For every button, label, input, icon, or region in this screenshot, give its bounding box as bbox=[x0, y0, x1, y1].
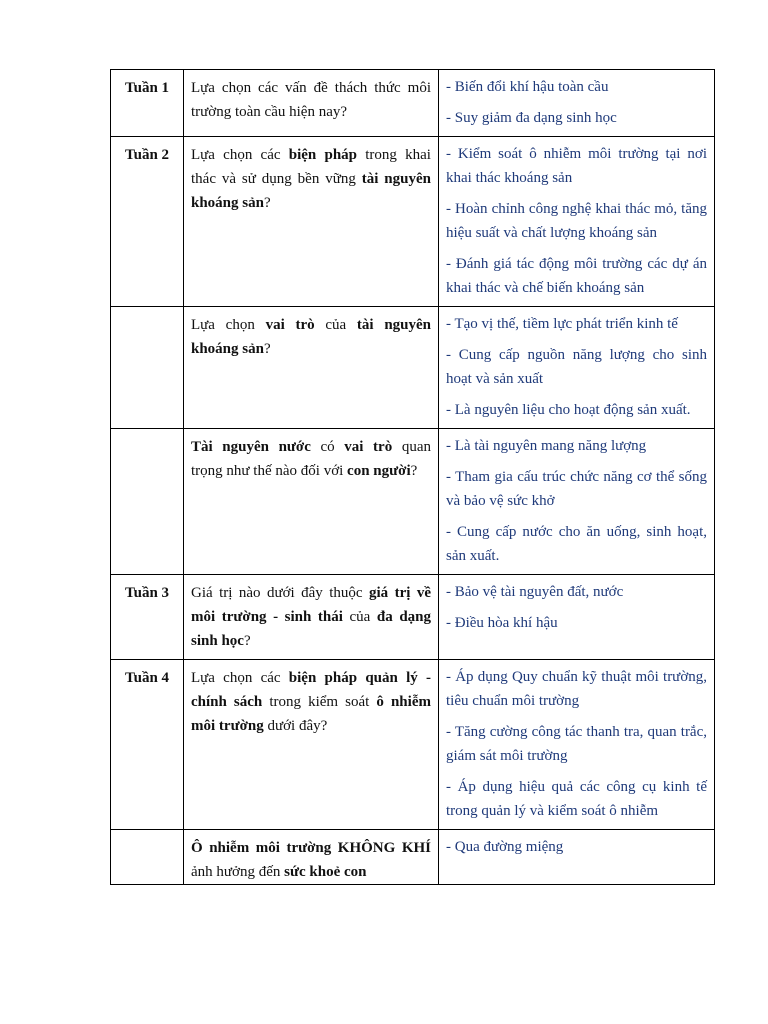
week-cell: Tuần 3 bbox=[111, 575, 184, 660]
question-cell bbox=[184, 137, 439, 307]
answer-option: - Tạo vị thế, tiềm lực phát triển kinh tế bbox=[446, 316, 678, 332]
question-text: Lựa chọn các bbox=[191, 670, 289, 686]
question-bold-text: ô nhiễm môi trường bbox=[191, 694, 431, 734]
answer-option: - Tham gia cấu trúc chức năng cơ thể sống và bảo vệ sức khở bbox=[446, 469, 707, 509]
answer-option: - Đánh giá tác động môi trường các dự án khai thác và chế biến khoáng sản bbox=[446, 256, 707, 296]
question-text: Giá trị nào dưới đây thuộc bbox=[191, 585, 369, 601]
table-row bbox=[111, 429, 715, 575]
answer-option: - Bảo vệ tài nguyên đất, nước bbox=[446, 584, 624, 600]
question-text: quan trọng như thế nào đối với bbox=[191, 439, 431, 479]
week-cell: Tuần 1 bbox=[111, 70, 184, 137]
answer-option: - Là tài nguyên mang năng lượng bbox=[446, 438, 647, 454]
answer-option: - Qua đường miệng bbox=[446, 839, 564, 855]
answer-cell bbox=[439, 137, 715, 307]
question-bold-text: tài nguyên khoáng sản bbox=[191, 171, 431, 211]
table-row bbox=[111, 660, 715, 830]
question-cell bbox=[184, 307, 439, 429]
question-bold-text: quản lý - chính sách bbox=[191, 670, 431, 710]
answer-cell bbox=[439, 830, 715, 885]
table-row bbox=[111, 830, 715, 885]
question-text: Lựa chọn các bbox=[191, 147, 289, 163]
question-bold-text: vai trò bbox=[344, 439, 393, 455]
week-cell: Tuần 2 bbox=[111, 137, 184, 307]
answer-option: - Cung cấp nguồn năng lượng cho sinh hoạt và sản xuất bbox=[446, 347, 707, 387]
question-bold-text: tài nguyên khoáng sản bbox=[191, 317, 431, 357]
answer-option: - Áp dụng Quy chuẩn kỹ thuật môi trường, tiêu chuẩn môi trường bbox=[446, 669, 707, 709]
answer-option: - Suy giảm đa dạng sinh học bbox=[446, 110, 617, 126]
question-text: trong kiểm soát bbox=[262, 694, 377, 710]
question-bold-text: biện pháp bbox=[288, 147, 358, 163]
answer-option: - Biến đổi khí hậu toàn cầu bbox=[446, 79, 609, 95]
question-text: ? bbox=[410, 463, 418, 479]
table-row bbox=[111, 575, 715, 660]
answer-cell bbox=[439, 575, 715, 660]
week-cell bbox=[111, 429, 184, 575]
week-cell: Tuần 4 bbox=[111, 660, 184, 830]
question-text: ? bbox=[243, 633, 251, 649]
question-cell bbox=[184, 660, 439, 830]
table-row bbox=[111, 70, 715, 137]
quiz-table bbox=[110, 69, 715, 885]
question-bold-text: giá trị về môi trường - sinh thái bbox=[191, 585, 432, 625]
table-row bbox=[111, 307, 715, 429]
question-text: dưới đây? bbox=[263, 718, 328, 734]
week-cell bbox=[111, 830, 184, 885]
question-bold-text: vai trò bbox=[265, 317, 315, 333]
question-text: có bbox=[310, 439, 345, 455]
answer-cell bbox=[439, 429, 715, 575]
question-cell bbox=[184, 429, 439, 575]
answer-option: - Kiểm soát ô nhiễm môi trường tại nơi khai thác khoáng sản bbox=[446, 146, 707, 186]
answer-cell bbox=[439, 307, 715, 429]
question-cell bbox=[184, 830, 439, 885]
question-bold-text: con người bbox=[347, 463, 411, 479]
answer-option: - Là nguyên liệu cho hoạt động sản xuất. bbox=[446, 402, 691, 418]
question-text: ? bbox=[263, 195, 271, 211]
question-text: của bbox=[314, 317, 357, 333]
answer-cell bbox=[439, 660, 715, 830]
answer-option: - Hoàn chỉnh công nghệ khai thác mỏ, tăng hiệu suất và chất lượng khoáng sản bbox=[446, 201, 707, 241]
question-bold-text: đa dạng sinh học bbox=[191, 609, 432, 649]
answer-option: - Điều hòa khí hậu bbox=[446, 615, 558, 631]
question-cell bbox=[184, 575, 439, 660]
question-text: Lựa chọn bbox=[191, 317, 266, 333]
question-bold-text: biện pháp bbox=[288, 670, 358, 686]
question-text: Lựa chọn các vấn đề thách thức môi trường toàn cầu hiện nay? bbox=[191, 80, 431, 120]
question-text: ảnh hưởng đến bbox=[191, 864, 285, 880]
question-cell bbox=[184, 70, 439, 137]
answer-cell bbox=[439, 70, 715, 137]
quiz-table-body bbox=[111, 70, 715, 885]
answer-option: - Áp dụng hiệu quả các công cụ kinh tế trong quản lý và kiểm soát ô nhiễm bbox=[446, 779, 707, 819]
question-text: của bbox=[342, 609, 377, 625]
table-row bbox=[111, 137, 715, 307]
question-text: trong khai thác và sử dụng bền vững bbox=[191, 147, 431, 187]
question-text: ? bbox=[263, 341, 271, 357]
question-bold-text: Tài nguyên nước bbox=[191, 439, 311, 455]
question-bold-text: sức khoẻ con bbox=[284, 864, 367, 880]
answer-option: - Tăng cường công tác thanh tra, quan trắc, giám sát môi trường bbox=[446, 724, 707, 764]
week-cell bbox=[111, 307, 184, 429]
answer-option: - Cung cấp nước cho ăn uống, sinh hoạt, sản xuất. bbox=[446, 524, 707, 564]
question-bold-text: Ô nhiễm môi trường KHÔNG KHÍ bbox=[191, 840, 431, 856]
